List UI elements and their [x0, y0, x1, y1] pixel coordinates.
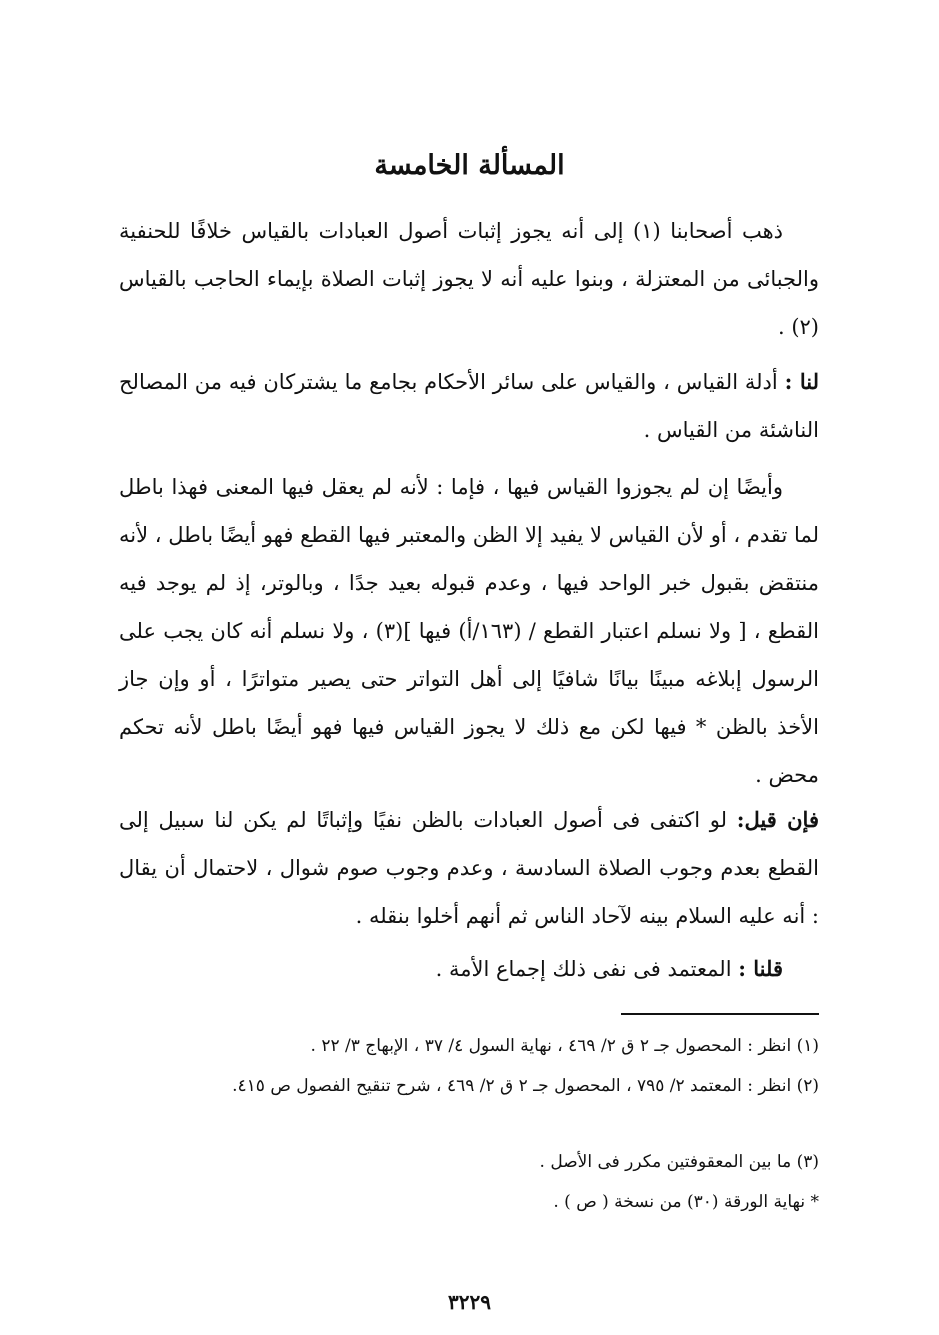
paragraph-4-lead: فإن قيل: — [736, 807, 819, 832]
paragraph-2-text: أدلة القياس ، والقياس على سائر الأحكام بجامع ما يشتركان فيه من المصالح الناشئة من القياس . — [119, 370, 819, 442]
paragraph-2 — [119, 358, 819, 454]
section-title: المسألة الخامسة — [374, 150, 565, 181]
paragraph-5 — [119, 945, 783, 993]
paragraph-2-lead: لنا : — [784, 369, 819, 394]
page-number: ٣٢٢٩ — [448, 1290, 491, 1314]
paragraph-4 — [119, 796, 819, 940]
paragraph-3: وأيضًا إن لم يجوزوا القياس فيها ، فإما : لأنه لم يعقل فيها المعنى فهذا باطل لما تقدم ، أو لأن القياس لا يفيد إلا الظن والمعتبر فيها القطع فهو أيضًا باطل ، لأنه منتقض بقبول خبر الواحد فيها ، وعدم قبوله بعيد جدًا ، وبالوتر، إذ لم يوجد فيه القطع ، [ ولا نسلم اعتبار القطع / (١٦٣/أ) فيها ](٣) ، ولا نسلم أنه كان يجب على الرسول إبلاغه مبينًا بيانًا شافيًا إلى أهل التواتر حتى يصير متواترًا ، أو وإن جاز الأخذ بالظن * فيها لكن مع ذلك لا يجوز القياس فيها فهو أيضًا باطل لأنه تحكم محض . — [119, 475, 819, 787]
footnote-2: (٢) انظر : المعتمد ٢/ ٧٩٥ ، المحصول جـ ٢ ق ٢/ ٤٦٩ ، شرح تنقيح الفصول ص ٤١٥. — [232, 1076, 819, 1096]
footnote-1: (١) انظر : المحصول جـ ٢ ق ٢/ ٤٦٩ ، نهاية السول ٤/ ٣٧ ، الإبهاج ٣/ ٢٢ . — [310, 1036, 819, 1056]
paragraph-1: ذهب أصحابنا (١) إلى أنه يجوز إثبات أصول العبادات بالقياس خلافًا للحنفية والجبائى من المعتزلة ، وبنوا عليه أنه لا يجوز إثبات الصلاة بإيماء الحاجب بالقياس (٢) . — [119, 219, 819, 339]
paragraph-4-text: لو اكتفى فى أصول العبادات بالظن نفيًا وإثباتًا لم يكن لنا سبيل إلى القطع بعدم وجوب الصلاة السادسة ، وعدم وجوب صوم شوال ، لاحتمال أن يقال : أنه عليه السلام بينه لآحاد الناس ثم أنهم أخلوا بنقله . — [119, 808, 819, 928]
footnote-3: (٣) ما بين المعقوفتين مكرر فى الأصل . — [539, 1152, 819, 1172]
paragraph-5-lead: قلنا : — [738, 956, 783, 981]
footnote-separator — [621, 1013, 819, 1015]
footnote-4: * نهاية الورقة (٣٠) من نسخة ( ص ) . — [553, 1192, 819, 1212]
paragraph-5-text: المعتمد فى نفى ذلك إجماع الأمة . — [435, 957, 739, 981]
